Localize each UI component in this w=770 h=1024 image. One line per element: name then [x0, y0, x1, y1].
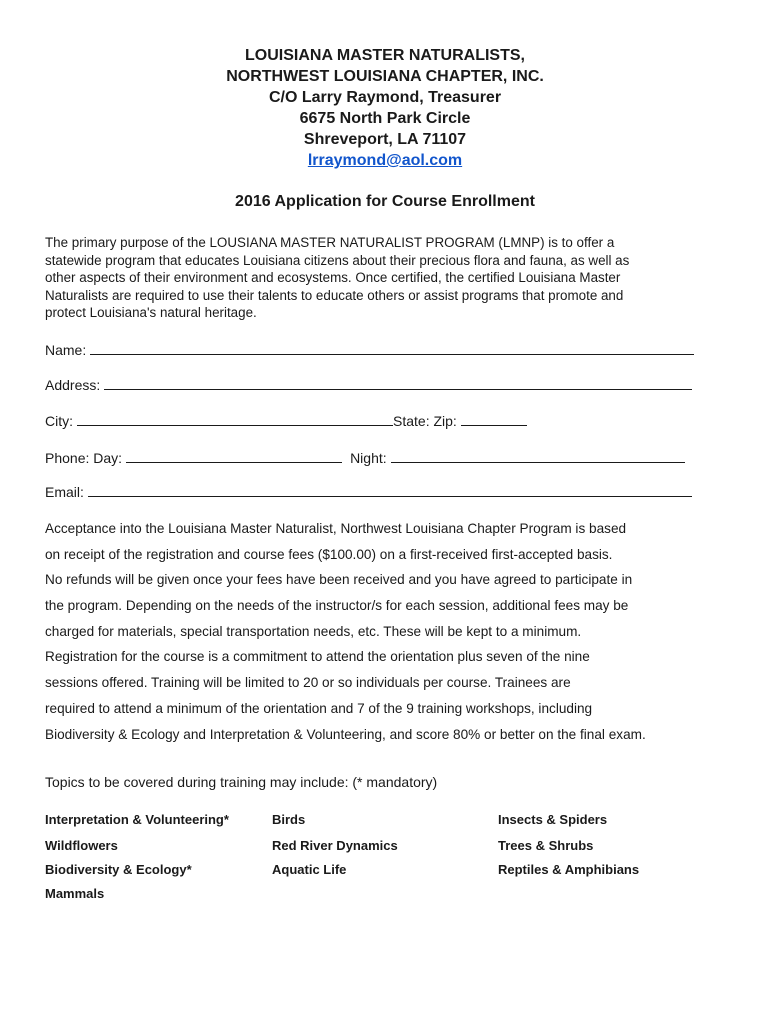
street-address: 6675 North Park Circle [299, 110, 471, 127]
topic-item: Biodiversity & Ecology* [45, 862, 192, 877]
phone-day-field[interactable] [126, 450, 342, 463]
name-field[interactable] [90, 342, 694, 355]
acceptance-paragraph [45, 516, 735, 747]
acceptance-line: Registration for the course is a commitment to attend the orientation plus seven of the nine [45, 649, 590, 665]
city-row [45, 413, 527, 429]
topic-item: Trees & Shrubs [498, 838, 594, 853]
topic-item: Interpretation & Volunteering* [45, 812, 229, 827]
intro-line: protect Louisiana's natural heritage. [45, 305, 257, 320]
state-zip-label: State: Zip: [393, 413, 457, 429]
acceptance-line: charged for materials, special transportation needs, etc. These will be kept to a minimum. [45, 623, 582, 639]
city-label: City: [45, 413, 73, 429]
city-state-zip: Shreveport, LA 71107 [303, 131, 467, 148]
phone-day-label: Phone: Day: [45, 450, 123, 466]
topics-intro: Topics to be covered during training may include: (* mandatory) [45, 774, 438, 790]
acceptance-line: on receipt of the registration and course fees ($100.00) on a first-received first-accepted basis. [45, 546, 613, 562]
org-name-line2: NORTHWEST LOUISIANA CHAPTER, INC. [226, 68, 544, 85]
intro-line: The primary purpose of the LOUSIANA MASTER NATURALIST PROGRAM (LMNP) is to offer a [45, 235, 615, 250]
intro-line: Naturalists are required to use their talents to educate others or assist programs that promote and [45, 287, 624, 303]
intro-line: other aspects of their environment and ecosystems. Once certified, the certified Louisiana Master [45, 270, 621, 285]
org-header [0, 45, 770, 171]
acceptance-line: the program. Depending on the needs of the instructor/s for each session, additional fees may be [45, 598, 629, 614]
night-label: Night: [350, 450, 387, 466]
topic-item: Birds [272, 812, 306, 827]
address-field[interactable] [104, 377, 692, 390]
phone-night-field[interactable] [391, 450, 685, 463]
intro-paragraph [45, 234, 725, 322]
email-link[interactable]: lrraymond@aol.com [307, 152, 463, 169]
address-row [45, 377, 692, 393]
org-name-line1: LOUISIANA MASTER NATURALISTS, [245, 47, 525, 64]
acceptance-line: Acceptance into the Louisiana Master Naturalist, Northwest Louisiana Chapter Program is based [45, 521, 627, 536]
topic-item: Red River Dynamics [272, 838, 398, 853]
name-row [45, 342, 694, 358]
topic-item: Mammals [45, 886, 105, 901]
acceptance-line: sessions offered. Training will be limited to 20 or so individuals per course. Trainees are [45, 675, 571, 691]
acceptance-line: required to attend a minimum of the orientation and 7 of the 9 training workshops, including [45, 700, 593, 716]
email-label: Email: [45, 484, 84, 500]
zip-field[interactable] [461, 413, 527, 426]
topic-item: Wildflowers [45, 838, 118, 853]
topic-item: Insects & Spiders [498, 812, 608, 827]
topic-item: Reptiles & Amphibians [498, 862, 640, 877]
phone-row [45, 450, 685, 466]
care-of-line: C/O Larry Raymond, Treasurer [268, 89, 502, 106]
address-label: Address: [45, 377, 101, 393]
email-row [45, 484, 692, 500]
name-label: Name: [45, 342, 87, 358]
acceptance-line: No refunds will be given once your fees have been received and you have agreed to participate in [45, 572, 633, 588]
intro-line: statewide program that educates Louisiana citizens about their precious flora and fauna, as well as [45, 252, 630, 268]
city-field[interactable] [77, 413, 393, 426]
topic-item: Aquatic Life [272, 862, 347, 877]
email-field[interactable] [88, 484, 692, 497]
acceptance-line: Biodiversity & Ecology and Interpretation & Volunteering, and score 80% or better on the final exam. [45, 726, 646, 742]
application-title: 2016 Application for Course Enrollment [235, 193, 535, 210]
